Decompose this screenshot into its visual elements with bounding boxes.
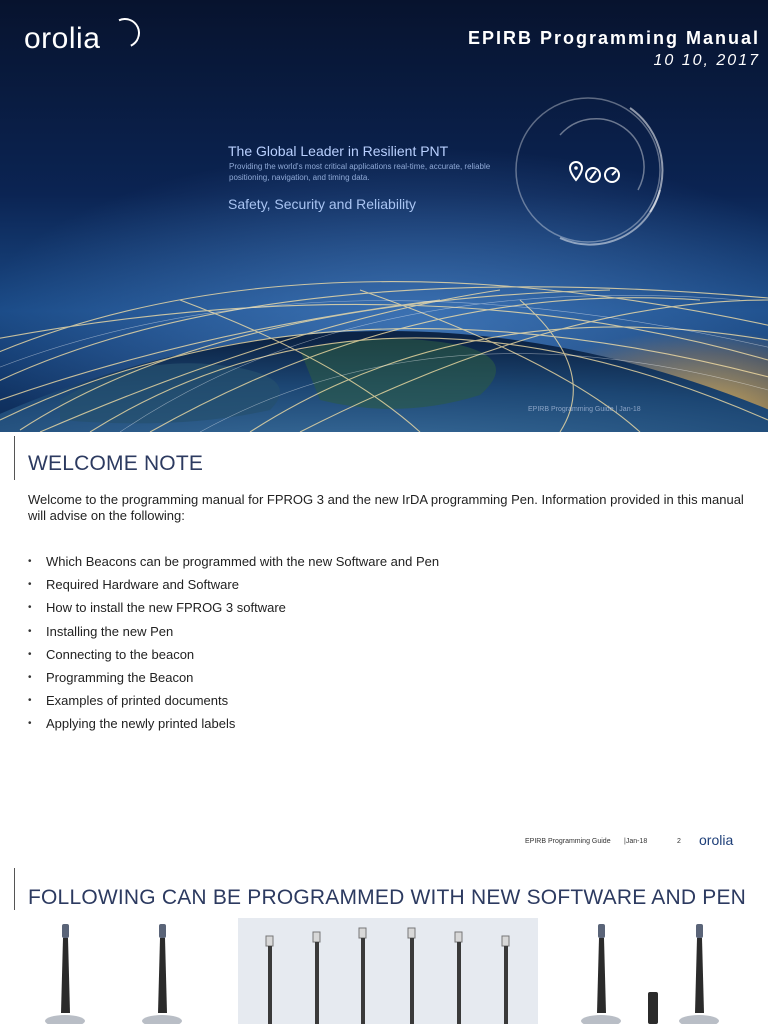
footer-guide: EPIRB Programming Guide [525,838,611,845]
list-item: • Programming the Beacon [28,669,194,685]
welcome-heading: WELCOME NOTE [28,452,204,475]
footer-date: |Jan-18 [624,838,648,845]
list-item: • Which Beacons can be programmed with the new Software and Pen [28,554,440,569]
list-item: • Applying the newly printed labels [28,716,236,732]
list-item: • How to install the new FPROG 3 software [28,600,286,616]
tagline: The Global Leader in Resilient PNT [228,143,449,159]
list-item: • Examples of printed documents [28,693,229,709]
intro-paragraph: Welcome to the programming manual for FPROG 3 and the new IrDA programming Pen. Information provided in this manual will advise on the following: [28,492,744,523]
page-number: 2 [677,838,681,845]
tagline-description: Providing the world's most critical applications real-time, accurate, reliable positioning, navigation, and timing data. [229,162,491,182]
footer-logo: orolia [699,832,734,848]
list-item: • Connecting to the beacon [28,646,195,662]
manual-title: EPIRB Programming Manual [467,28,760,48]
cover-page [0,0,768,432]
compass-icon [586,168,600,182]
cover-footer: EPIRB Programming Guide | Jan-18 [528,406,641,413]
topics-list [28,553,439,739]
location-pin-icon [570,162,582,180]
orolia-logo: orolia [24,22,100,56]
section-rule [14,868,15,910]
clock-icon [605,168,619,182]
beacon-antennas [0,918,768,1024]
list-item: • Installing the new Pen [28,623,174,639]
manual-date: 10 10, 2017 [653,52,760,69]
beacon-products-image [0,918,768,1024]
pnt-rings-graphic [510,90,670,250]
list-item: • Required Hardware and Software [28,577,239,593]
section-rule [14,436,15,480]
programmable-heading: FOLLOWING CAN BE PROGRAMMED WITH NEW SOFTWARE AND PEN [28,886,747,909]
tagline-subtitle: Safety, Security and Reliability [228,196,417,212]
